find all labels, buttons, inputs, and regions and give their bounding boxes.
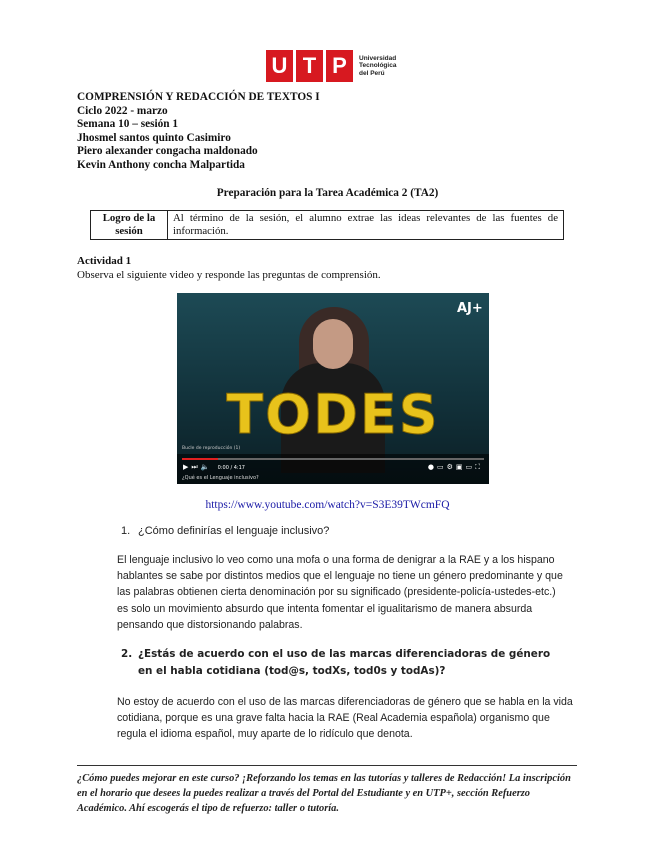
institution-name: Universidad Tecnológica del Perú: [359, 54, 397, 77]
activity-instructions: Observa el siguiente video y responde las preguntas de comprensión.: [77, 269, 381, 281]
document-header: [77, 91, 320, 173]
presenter-face: [313, 319, 353, 369]
answer-1: El lenguaje inclusivo lo veo como una mofa o una forma de denigrar a la RAE y a los hispano hablantes se sabe por distintos medios que el lenguaje no tiene un género predominante y que las palabras obtienen cierta denominación por su significado (presidente-policía-ustedes-etc.) es solo un movimiento absurdo que intenta fomentar el igualitarismo de manera absurda pensando que distorsionando palabras.: [117, 554, 563, 631]
utp-logo: [266, 50, 419, 82]
channel-badge: AJ+: [457, 301, 483, 316]
miniplayer-icon[interactable]: ▣: [455, 463, 466, 471]
logro-key: Logro de la sesión: [91, 211, 168, 240]
footer-divider: [77, 765, 577, 766]
logro-value: Al término de la sesión, el alumno extrae las ideas relevantes de las fuentes de información.: [168, 211, 564, 240]
week-session: Semana 10 – sesión 1: [77, 118, 179, 131]
footer-note: ¿Cómo puedes mejorar en este curso? ¡Reforzando los temas en las tutorías y talleres de Redacción! La inscripción en el horario que desees la puedes realizar a través del Portal del Estudiante y en UTP+, sección Refuerzo Académico. Ahí escogerás el tipo de refuerzo: taller o tutoría.: [77, 773, 571, 814]
video-progress-fill: [182, 458, 218, 460]
student-name: Kevin Anthony concha Malpartida: [77, 158, 245, 171]
video-link[interactable]: https://www.youtube.com/watch?v=S3E39TWcmFQ: [205, 499, 450, 511]
logro-table: [90, 210, 564, 240]
video-chip: Bucle de reproducción (1): [182, 446, 241, 451]
question-text: ¿Cómo definirías el lenguaje inclusivo?: [138, 525, 330, 537]
logo-letter-t: T: [296, 50, 323, 82]
video-caption: ¿Qué es el Lenguaje inclusivo?: [182, 475, 259, 481]
play-icon[interactable]: ▶: [183, 463, 192, 471]
video-progress-bar[interactable]: [182, 458, 484, 460]
activity-section: [77, 254, 381, 282]
video-player[interactable]: [177, 293, 489, 484]
question-number: 1.: [121, 525, 131, 537]
logo-letter-u: U: [266, 50, 293, 82]
answer-2: No estoy de acuerdo con el uso de las marcas diferenciadoras de género que se habla en la vida cotidiana, porque es una grave falta hacia la RAE (Real Academia española) organismo que regula el idioma español, muy aparte de lo ridículo que denota.: [117, 696, 573, 741]
fullscreen-icon[interactable]: ⛶: [475, 463, 483, 471]
question-text: ¿Estás de acuerdo con el uso de las marcas diferenciadoras de género en el habla cotidiana (tod@s, todXs, tod0s y todAs)?: [138, 648, 551, 677]
video-right-controls: [428, 463, 483, 472]
page-title: Preparación para la Tarea Académica 2 (TA2): [216, 187, 439, 199]
next-icon[interactable]: ⏭: [191, 463, 201, 471]
theater-icon[interactable]: ▭: [465, 463, 476, 471]
volume-icon[interactable]: 🔈: [200, 463, 213, 471]
question-number: 2.: [121, 648, 133, 660]
logo-letter-p: P: [326, 50, 353, 82]
activity-heading: Actividad 1: [77, 255, 132, 267]
question-1: [121, 525, 329, 537]
captions-icon[interactable]: ▭: [436, 463, 447, 471]
video-time: 0:00 / 4:17: [217, 465, 245, 471]
student-name: Piero alexander congacha maldonado: [77, 145, 258, 158]
cycle: Ciclo 2022 - marzo: [77, 104, 168, 117]
video-overlay-word: TODES: [226, 383, 440, 446]
toggle-icon[interactable]: ●: [427, 463, 437, 471]
settings-icon[interactable]: ⚙: [446, 463, 456, 471]
course-name: COMPRENSIÓN Y REDACCIÓN DE TEXTOS I: [77, 91, 320, 103]
video-left-controls: [183, 463, 245, 472]
question-2: [121, 646, 561, 680]
student-name: Jhosmel santos quinto Casimiro: [77, 131, 231, 144]
